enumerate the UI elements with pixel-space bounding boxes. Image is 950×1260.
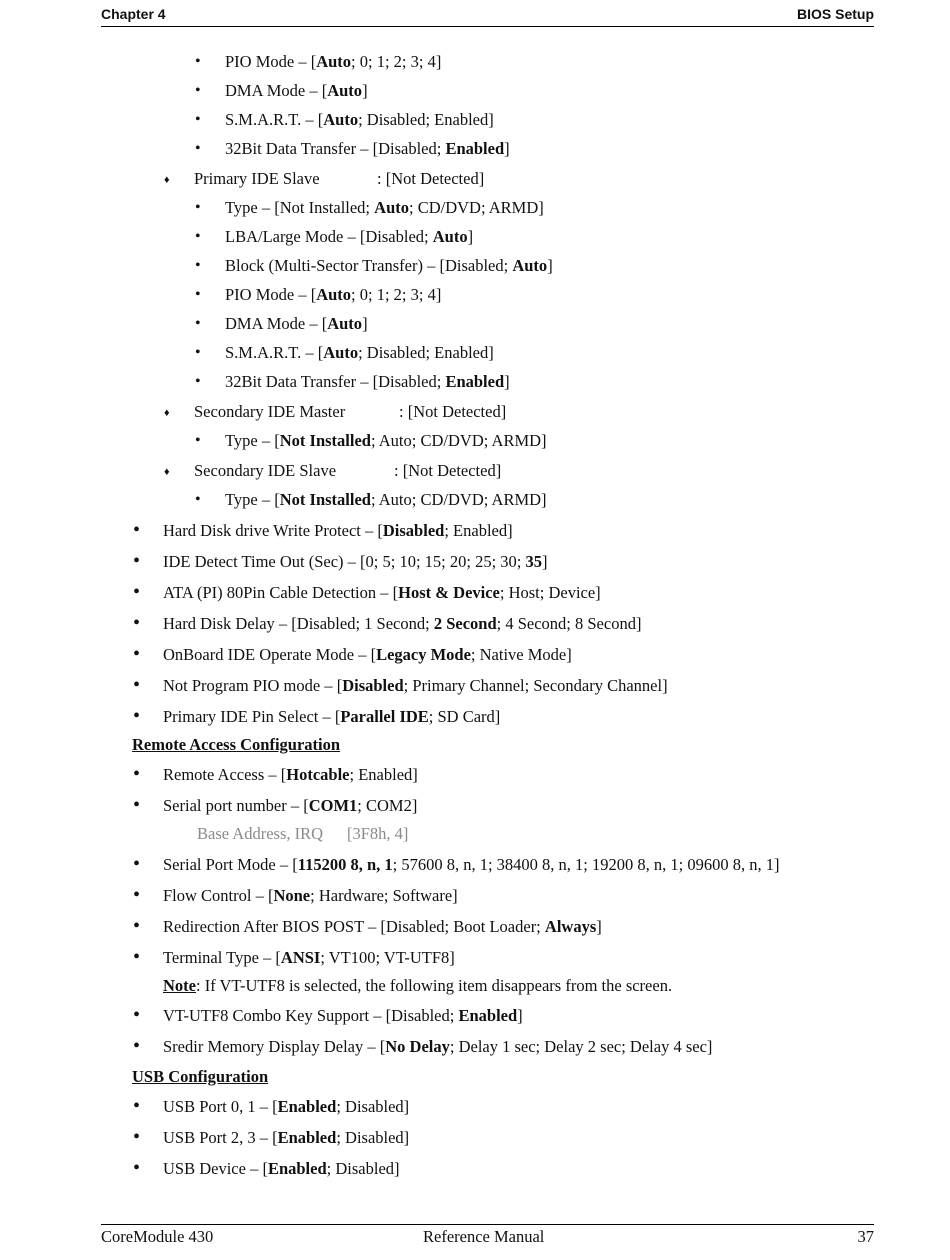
setting-item [163, 521, 513, 541]
diamond-marker: ♦ [164, 466, 170, 478]
setting-text: ; 4 Second; 8 Second] [496, 614, 642, 633]
setting-text: OnBoard IDE Operate Mode – [ [163, 645, 377, 664]
setting-item [163, 1097, 409, 1117]
setting-item [163, 1006, 523, 1026]
setting-default: Auto [323, 343, 359, 362]
setting-text: S.M.A.R.T. – [ [225, 110, 324, 129]
setting-item [225, 372, 510, 392]
setting-default: 115200 8, n, 1 [297, 855, 393, 874]
setting-text: USB Port 2, 3 – [ [163, 1128, 278, 1147]
setting-default: Parallel IDE [340, 707, 429, 726]
setting-default: Not Installed [279, 490, 371, 509]
setting-default: None [273, 886, 311, 905]
bullet-marker: • [133, 643, 141, 665]
setting-default: Enabled [277, 1128, 337, 1147]
setting-item [163, 765, 418, 785]
section-label: BIOS Setup [796, 6, 874, 22]
base-address-value: [3F8h, 4] [347, 824, 409, 843]
setting-text: Sredir Memory Display Delay – [ [163, 1037, 386, 1056]
setting-text: ; CD/DVD; ARMD] [409, 198, 544, 217]
setting-item [163, 645, 572, 665]
bullet-marker: • [133, 550, 141, 572]
bullet-marker: • [195, 53, 201, 70]
setting-item [163, 796, 417, 816]
setting-item [163, 948, 455, 968]
setting-text: ; Primary Channel; Secondary Channel] [403, 676, 668, 695]
bullet-marker: • [133, 1126, 141, 1148]
diamond-marker: ♦ [164, 174, 170, 186]
setting-item [225, 227, 473, 247]
setting-text: ] [504, 139, 510, 158]
bullet-marker: • [133, 612, 141, 634]
setting-text: ; VT100; VT-UTF8] [320, 948, 455, 967]
setting-item [225, 110, 494, 130]
bullet-marker: • [195, 228, 201, 245]
setting-text: ; Auto; CD/DVD; ARMD] [370, 490, 547, 509]
setting-text: ; 57600 8, n, 1; 38400 8, n, 1; 19200 8, n, 1; 09600 8, n, 1] [392, 855, 780, 874]
setting-text: Type – [ [225, 431, 280, 450]
setting-item [225, 431, 547, 451]
setting-text: ; Disabled] [326, 1159, 400, 1178]
setting-default: Enabled [458, 1006, 518, 1025]
setting-text: 32Bit Data Transfer – [Disabled; [225, 372, 446, 391]
setting-text: ; Auto; CD/DVD; ARMD] [370, 431, 547, 450]
setting-text: ; 0; 1; 2; 3; 4] [351, 52, 442, 71]
setting-text: Type – [ [225, 490, 280, 509]
bullet-marker: • [133, 1035, 141, 1057]
setting-item [163, 917, 602, 937]
setting-text: ; COM2] [357, 796, 418, 815]
setting-item [225, 198, 544, 218]
setting-text: ; Host; Device] [499, 583, 601, 602]
bullet-marker: • [195, 344, 201, 361]
setting-text: Primary IDE Pin Select – [ [163, 707, 341, 726]
setting-item [163, 614, 641, 634]
setting-default: Host & Device [398, 583, 500, 602]
note-label: Note [163, 976, 196, 995]
bullet-marker: • [195, 286, 201, 303]
setting-default: Auto [512, 256, 548, 275]
setting-item [163, 855, 779, 875]
setting-text: ; Disabled] [336, 1097, 410, 1116]
setting-text: USB Device – [ [163, 1159, 268, 1178]
setting-text: DMA Mode – [ [225, 81, 328, 100]
setting-default: Disabled [382, 521, 445, 540]
setting-text: PIO Mode – [ [225, 285, 317, 304]
bullet-marker: • [133, 1095, 141, 1117]
setting-text: ; 0; 1; 2; 3; 4] [351, 285, 442, 304]
setting-item [225, 343, 494, 363]
bullet-marker: • [133, 1157, 141, 1179]
device-label: Secondary IDE Slave [194, 461, 337, 480]
setting-default: Auto [432, 227, 468, 246]
bullet-marker: • [133, 519, 141, 541]
device-label: Secondary IDE Master [194, 402, 346, 421]
setting-default: Enabled [267, 1159, 327, 1178]
setting-text: Terminal Type – [ [163, 948, 281, 967]
setting-text: IDE Detect Time Out (Sec) – [0; 5; 10; 15; 20; 25; 30; [163, 552, 526, 571]
setting-text: S.M.A.R.T. – [ [225, 343, 324, 362]
bullet-marker: • [133, 946, 141, 968]
setting-default: Auto [316, 285, 352, 304]
setting-default: Hotcable [286, 765, 350, 784]
bullet-marker: • [133, 853, 141, 875]
footer-page-number: 37 [857, 1227, 874, 1246]
setting-default: Auto [327, 314, 363, 333]
device-status: : [Not Detected] [377, 169, 485, 188]
device-label: Primary IDE Slave [194, 169, 320, 188]
setting-text: ] [596, 917, 602, 936]
setting-text: ; Delay 1 sec; Delay 2 sec; Delay 4 sec] [449, 1037, 713, 1056]
setting-item [225, 81, 368, 101]
device-status: : [Not Detected] [399, 402, 507, 421]
setting-item [225, 256, 553, 276]
setting-text: Flow Control – [ [163, 886, 274, 905]
setting-item [225, 285, 441, 305]
setting-text: ; Disabled; Enabled] [358, 110, 494, 129]
setting-text: Serial Port Mode – [ [163, 855, 298, 874]
bullet-marker: • [195, 199, 201, 216]
base-address-row [197, 824, 408, 844]
note-text: : If VT-UTF8 is selected, the following item disappears from the screen. [195, 976, 673, 995]
bullet-marker: • [133, 581, 141, 603]
bullet-marker: • [133, 1004, 141, 1026]
bullet-marker: • [195, 111, 201, 128]
setting-item [225, 490, 547, 510]
note-line [163, 976, 672, 996]
setting-text: Serial port number – [ [163, 796, 309, 815]
setting-text: ; Hardware; Software] [310, 886, 458, 905]
setting-item [163, 583, 601, 603]
setting-text: DMA Mode – [ [225, 314, 328, 333]
chapter-label: Chapter 4 [101, 6, 166, 22]
setting-default: 2 Second [433, 614, 497, 633]
device-row [194, 402, 506, 422]
setting-text: Hard Disk Delay – [Disabled; 1 Second; [163, 614, 434, 633]
diamond-marker: ♦ [164, 407, 170, 419]
setting-text: ; Enabled] [444, 521, 513, 540]
bullet-marker: • [133, 705, 141, 727]
setting-item [163, 707, 500, 727]
page-footer [101, 1224, 874, 1249]
setting-text: Hard Disk drive Write Protect – [ [163, 521, 383, 540]
setting-default: Auto [323, 110, 359, 129]
setting-default: COM1 [308, 796, 358, 815]
bullet-marker: • [195, 257, 201, 274]
setting-text: USB Port 0, 1 – [ [163, 1097, 278, 1116]
setting-text: ] [547, 256, 553, 275]
section-heading: Remote Access Configuration [132, 735, 341, 754]
setting-text: Type – [Not Installed; [225, 198, 375, 217]
setting-text: LBA/Large Mode – [Disabled; [225, 227, 433, 246]
bullet-marker: • [195, 82, 201, 99]
footer-doc-title: Reference Manual [423, 1227, 545, 1246]
setting-text: Block (Multi-Sector Transfer) – [Disabled; [225, 256, 513, 275]
setting-default: Auto [316, 52, 352, 71]
setting-text: ATA (PI) 80Pin Cable Detection – [ [163, 583, 399, 602]
setting-text: Not Program PIO mode – [ [163, 676, 343, 695]
setting-item [163, 676, 668, 696]
bullet-marker: • [195, 432, 201, 449]
setting-default: Always [544, 917, 597, 936]
setting-text: ] [362, 81, 368, 100]
device-status: : [Not Detected] [394, 461, 502, 480]
bullet-marker: • [133, 884, 141, 906]
setting-text: ; Disabled] [336, 1128, 410, 1147]
bullet-marker: • [195, 140, 201, 157]
setting-item [225, 139, 510, 159]
setting-item [163, 1159, 400, 1179]
setting-text: VT-UTF8 Combo Key Support – [Disabled; [163, 1006, 459, 1025]
setting-text: ] [542, 552, 548, 571]
setting-item [163, 886, 458, 906]
footer-product: CoreModule 430 [101, 1227, 214, 1246]
bullet-marker: • [133, 763, 141, 785]
setting-text: ] [517, 1006, 523, 1025]
setting-text: ; Enabled] [349, 765, 418, 784]
setting-default: Auto [327, 81, 363, 100]
bullet-marker: • [133, 794, 141, 816]
setting-text: PIO Mode – [ [225, 52, 317, 71]
setting-text: Redirection After BIOS POST – [Disabled; Boot Loader; [163, 917, 545, 936]
setting-default: Legacy Mode [376, 645, 471, 664]
bullet-marker: • [133, 915, 141, 937]
setting-text: ] [504, 372, 510, 391]
setting-text: ] [362, 314, 368, 333]
setting-item [225, 314, 368, 334]
setting-default: Enabled [445, 139, 505, 158]
bullet-marker: • [133, 674, 141, 696]
setting-default: ANSI [280, 948, 321, 967]
setting-default: Enabled [277, 1097, 337, 1116]
bullet-marker: • [195, 315, 201, 332]
setting-item [163, 1037, 712, 1057]
setting-text: ; Disabled; Enabled] [358, 343, 494, 362]
setting-text: ; Native Mode] [470, 645, 572, 664]
setting-item [163, 552, 548, 572]
setting-default: No Delay [385, 1037, 450, 1056]
setting-default: 35 [525, 552, 543, 571]
setting-default: Enabled [445, 372, 505, 391]
setting-item [225, 52, 441, 72]
setting-text: Remote Access – [ [163, 765, 287, 784]
setting-default: Not Installed [279, 431, 371, 450]
section-heading: USB Configuration [132, 1067, 269, 1086]
bullet-marker: • [195, 373, 201, 390]
device-row [194, 169, 484, 189]
setting-text: ; SD Card] [428, 707, 501, 726]
page-header [101, 6, 874, 27]
bullet-marker: • [195, 491, 201, 508]
base-address-label: Base Address, IRQ [197, 824, 324, 843]
setting-item [163, 1128, 409, 1148]
device-row [194, 461, 501, 481]
setting-text: ] [467, 227, 474, 246]
setting-default: Disabled [342, 676, 404, 695]
setting-default: Auto [374, 198, 409, 217]
setting-text: 32Bit Data Transfer – [Disabled; [225, 139, 446, 158]
